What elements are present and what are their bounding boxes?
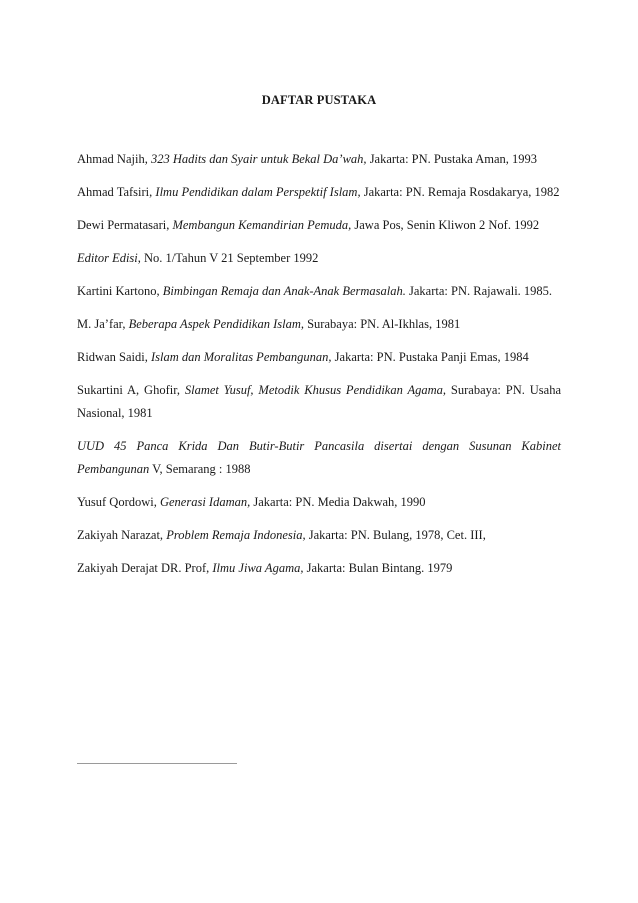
- bibliography-entry: [77, 148, 561, 171]
- entry-text: Surabaya: PN. Al-Ikhlas, 1981: [303, 317, 461, 331]
- entry-text: M. Ja’far,: [77, 317, 129, 331]
- entry-title-italic: Ilmu Pendidikan dalam Perspektif Islam,: [155, 185, 361, 199]
- bibliography-list: [77, 148, 561, 590]
- page-title: DAFTAR PUSTAKA: [261, 93, 377, 107]
- entry-text: V, Semarang : 1988: [149, 462, 251, 476]
- entry-title-italic: Slamet Yusuf, Metodik Khusus Pendidikan Agama,: [184, 383, 447, 397]
- entry-text: Dewi Permatasari,: [77, 218, 173, 232]
- entry-text: Jakarta: PN. Remaja Rosdakarya, 1982: [360, 185, 560, 199]
- entry-title-italic: Membangun Kemandirian Pemuda,: [172, 218, 352, 232]
- bibliography-entry: [77, 524, 561, 547]
- bibliography-entry: [77, 214, 561, 237]
- entry-text: Yusuf Qordowi,: [77, 495, 160, 509]
- entry-text: Kartini Kartono,: [77, 284, 163, 298]
- entry-title-italic: 323 Hadits dan Syair untuk Bekal Da’wah,: [150, 152, 367, 166]
- footnote-divider: [77, 763, 237, 764]
- bibliography-entry: [77, 557, 561, 580]
- entry-text: Ridwan Saidi,: [77, 350, 151, 364]
- entry-text: Sukartini A, Ghofir,: [77, 383, 185, 397]
- entry-text: Ahmad Najih,: [77, 152, 151, 166]
- bibliography-entry: [77, 379, 561, 425]
- bibliography-entry: [77, 435, 561, 481]
- entry-text: Jawa Pos, Senin Kliwon 2 Nof. 1992: [351, 218, 540, 232]
- bibliography-entry: [77, 346, 561, 369]
- entry-title-italic: Editor Edisi: [77, 251, 138, 265]
- entry-text: Ahmad Tafsiri,: [77, 185, 156, 199]
- bibliography-entry: [77, 491, 561, 514]
- entry-text: Zakiyah Narazat,: [77, 528, 167, 542]
- entry-text: , No. 1/Tahun V 21 September 1992: [137, 251, 319, 265]
- bibliography-entry: [77, 313, 561, 336]
- entry-title-italic: Bimbingan Remaja dan Anak-Anak Bermasalah.: [162, 284, 406, 298]
- entry-title-italic: UUD 45 Panca Krida Dan Butir-Butir Pancasila disertai dengan Susunan Kabinet Pembangunan: [77, 439, 561, 476]
- entry-title-italic: Generasi Idaman,: [159, 495, 251, 509]
- entry-text: Jakarta: PN. Bulang, 1978, Cet. III,: [305, 528, 486, 542]
- entry-text: Jakarta: PN. Pustaka Panji Emas, 1984: [331, 350, 529, 364]
- bibliography-entry: [77, 280, 561, 303]
- entry-title-italic: Islam dan Moralitas Pembangunan,: [150, 350, 332, 364]
- bibliography-entry: [77, 181, 561, 204]
- entry-text: Jakarta: Bulan Bintang. 1979: [303, 561, 453, 575]
- entry-text: Jakarta: PN. Rajawali. 1985.: [405, 284, 553, 298]
- entry-title-italic: Problem Remaja Indonesia,: [166, 528, 306, 542]
- bibliography-entry: [77, 247, 561, 270]
- entry-title-italic: Beberapa Aspek Pendidikan Islam,: [128, 317, 304, 331]
- entry-text: Zakiyah Derajat DR. Prof,: [77, 561, 213, 575]
- entry-text: Surabaya: PN. Usaha Nasional, 1981: [77, 383, 561, 420]
- entry-text: Jakarta: PN. Pustaka Aman, 1993: [366, 152, 538, 166]
- entry-text: Jakarta: PN. Media Dakwah, 1990: [250, 495, 426, 509]
- entry-title-italic: Ilmu Jiwa Agama,: [212, 561, 304, 575]
